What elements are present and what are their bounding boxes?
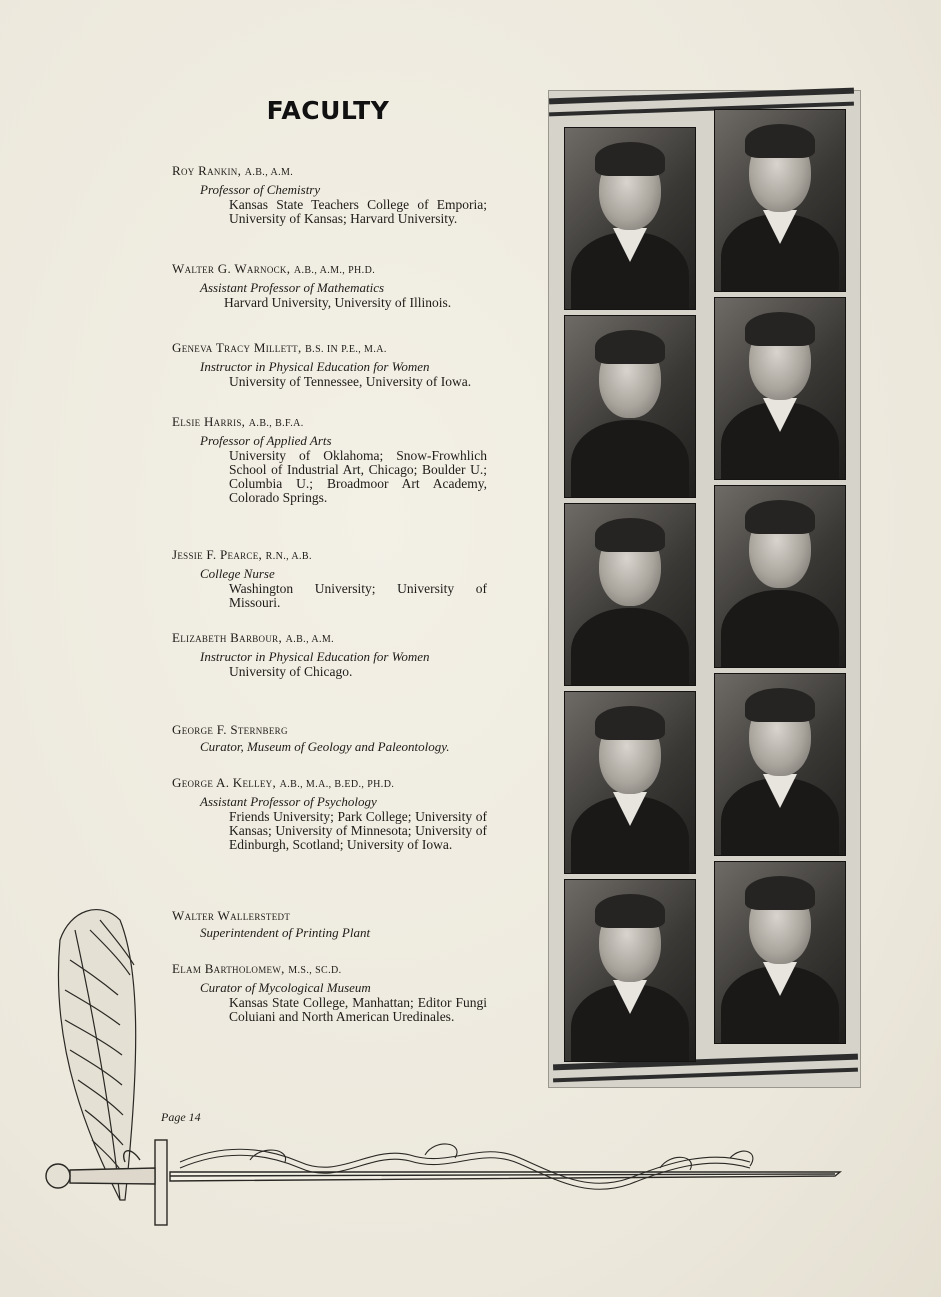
faculty-role: Assistant Professor of Psychology (200, 794, 377, 809)
faculty-education: University of Oklahoma; Snow-Frowhlich School of Industrial Art, Chicago; Boulder U.; Columbia U.; Broadmoor Art Academy, Colorado Springs. (229, 448, 487, 505)
faculty-name: Roy Rankin, A.B., A.M. (172, 163, 294, 178)
faculty-role: Professor of Chemistry (200, 182, 321, 197)
faculty-role: Assistant Professor of Mathematics (200, 280, 385, 295)
faculty-name: George F. Sternberg (172, 722, 288, 737)
page-title: FACULTY (266, 96, 390, 125)
faculty-portrait (564, 503, 696, 686)
page-number: Page 14 (161, 1110, 201, 1124)
faculty-name: George A. Kelley, A.B., M.A., B.ED., PH.D. (172, 775, 395, 790)
decorative-band (549, 88, 854, 105)
faculty-portrait (714, 109, 846, 292)
faculty-name: Elizabeth Barbour, A.B., A.M. (172, 630, 335, 645)
faculty-entry (172, 547, 492, 610)
faculty-education: University of Tennessee, University of Iowa. (229, 374, 472, 389)
faculty-education: Kansas State Teachers College of Emporia; University of Kansas; Harvard University. (229, 197, 487, 226)
faculty-entry (172, 775, 492, 852)
faculty-portrait (564, 315, 696, 498)
rope-icon (180, 1144, 753, 1189)
faculty-education: Kansas State College, Manhattan; Editor Fungi Coluiani and North American Uredinales. (229, 995, 487, 1024)
faculty-name: Geneva Tracy Millett, B.S. IN P.E., M.A. (172, 340, 387, 355)
faculty-portrait (714, 297, 846, 480)
faculty-name: Walter Wallerstedt (172, 908, 291, 923)
faculty-entry (172, 340, 492, 389)
faculty-name: Elsie Harris, A.B., B.F.A. (172, 414, 304, 429)
faculty-role: Curator of Mycological Museum (200, 980, 371, 995)
faculty-role: Instructor in Physical Education for Women (200, 649, 430, 664)
feather-sword-ornament (30, 900, 850, 1240)
faculty-portrait (714, 485, 846, 668)
faculty-education: Washington University; University of Missouri. (229, 581, 487, 610)
faculty-portrait (564, 691, 696, 874)
faculty-role: College Nurse (200, 566, 275, 581)
faculty-name: Jessie F. Pearce, R.N., A.B. (172, 547, 312, 562)
faculty-name: Walter G. Warnock, A.B., A.M., PH.D. (172, 261, 376, 276)
faculty-name: Elam Bartholomew, M.S., SC.D. (172, 961, 342, 976)
sword-icon (46, 1140, 840, 1225)
faculty-entry (172, 261, 492, 310)
faculty-entry (172, 414, 492, 505)
faculty-role: Professor of Applied Arts (200, 433, 332, 448)
faculty-role: Superintendent of Printing Plant (200, 925, 371, 940)
faculty-education: Harvard University, University of Illinois. (224, 295, 452, 310)
faculty-portrait (714, 673, 846, 856)
faculty-entry (172, 722, 492, 755)
faculty-entry (172, 163, 492, 226)
faculty-role: Instructor in Physical Education for Women (200, 359, 430, 374)
faculty-education: Friends University; Park College; University of Kansas; University of Minnesota; University of Edinburgh, Scotland; University of Iowa. (229, 809, 487, 852)
faculty-portrait (564, 127, 696, 310)
faculty-role: Curator, Museum of Geology and Paleontology. (200, 739, 450, 754)
faculty-education: University of Chicago. (229, 664, 353, 679)
faculty-entry (172, 630, 492, 679)
